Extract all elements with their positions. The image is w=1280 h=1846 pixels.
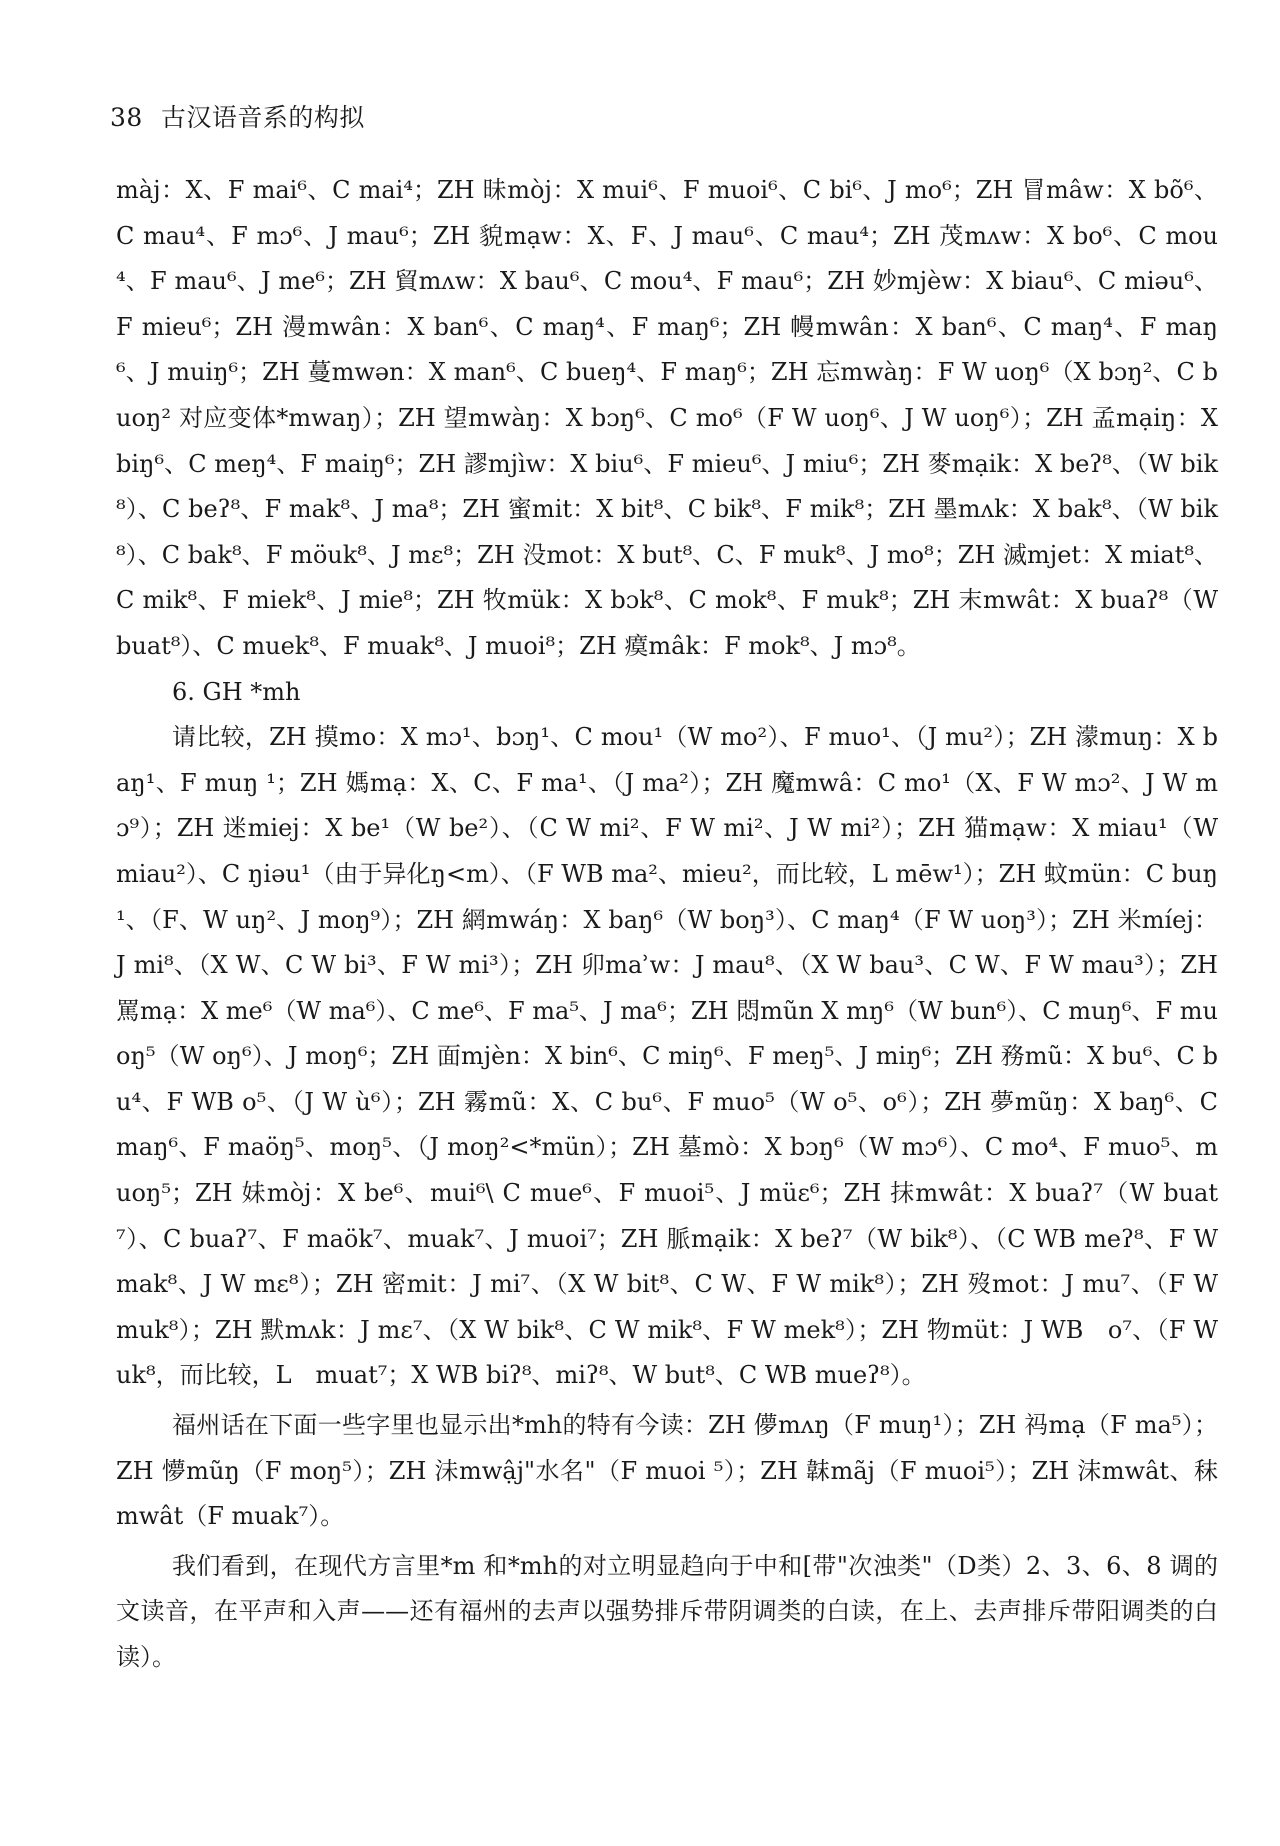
book-title: 古汉语音系的构拟 — [160, 103, 365, 132]
page-number: 38 — [110, 103, 143, 132]
page-header — [110, 98, 365, 134]
section-heading: 6. GH *mh — [172, 677, 301, 706]
paragraph: 我们看到，在现代方言里*m 和*mh的对立明显趋向于中和[带"次浊类"（D类）2、3、6、8 调的文读音，在平声和入声——还有福州的去声以强势排斥带阴调类的白读，在上、去声排斥带阳调类的白读）。 — [116, 1551, 1218, 1671]
paragraph: 请比较，ZH 摸mo：X mɔ¹、bɔŋ¹、C mou¹（W mo²）、F muo¹、（J mu²）；ZH 濛muŋ：X baŋ¹、F muŋ ¹；ZH 媽mạ：X、C、F ma¹、（J ma²）；ZH 魔mwâ：C mo¹（X、F W mɔ²、J W mɔ⁹）；ZH 迷miej：X be¹（W be²）、（C W mi²、F W mi²、J W mi²）；ZH 猫mạw：X miau¹（W miau²）、C ŋiəu¹（由于异化ŋ<m）、（F WB ma²、mieu²，而比较，L mēw¹）；ZH 蚊mün：C buŋ¹、（F、W uŋ²、J moŋ⁹）；ZH 網mwáŋ：X baŋ⁶（W boŋ³）、C maŋ⁴（F W uoŋ³）；ZH 米míej：J mi⁸、（X W、C W bi³、F W mi³）；ZH 卯mẚw：J mau⁸、（X W bau³、C W、F W mau³）；ZH 罵mạ：X me⁶（W ma⁶）、C me⁶、F ma⁵、J ma⁶；ZH 悶mũn X mŋ⁶（W bun⁶）、C muŋ⁶、F muoŋ⁵（W oŋ⁶）、J moŋ⁶；ZH 面mjèn：X bin⁶、C miŋ⁶、F meŋ⁵、J miŋ⁶；ZH 務mũ：X bu⁶、C bu⁴、F WB o⁵、（J W ù⁶）；ZH 霧mũ：X、C bu⁶、F muo⁵（W o⁵、o⁶）；ZH 夢mũŋ：X baŋ⁶、C maŋ⁶、F maöŋ⁵、moŋ⁵、（J moŋ²<*mün）；ZH 墓mò：X bɔŋ⁶（W mɔ⁶）、C mo⁴、F muo⁵、muoŋ⁵；ZH 妹mòj：X be⁶、mui⁶\ C mue⁶、F muoi⁵、J müɛ⁶；ZH 抹mwât：X buaʔ⁷（W buat⁷）、C buaʔ⁷、F maök⁷、muak⁷、J muoi⁷；ZH 脈mạik：X beʔ⁷（W bik⁸）、（C WB meʔ⁸、F W mak⁸、J W mɛ⁸）；ZH 密mit：J mi⁷、（X W bit⁸、C W、F W mik⁸）；ZH 歿mot：J mu⁷、（F W muk⁸）；ZH 默mʌk：J mɛ⁷、（X W bik⁸、C W mik⁸、F W mek⁸）；ZH 物müt：J WB o⁷、（F W uk⁸，而比较，L muat⁷；X WB biʔ⁸、miʔ⁸、W but⁸、C WB mueʔ⁸）。 — [116, 723, 1218, 1390]
paragraph: 福州话在下面一些字里也显示出*mh的特有今读：ZH 儚mʌŋ（F muŋ¹）；ZH 祃mạ（F ma⁵）；ZH 懜mũŋ（F moŋ⁵）；ZH 沬mwậj"水名"（F muoi ⁵）；ZH 韎mãj（F muoi⁵）；ZH 沫mwât、秣mwât（F muak⁷）。 — [116, 1411, 1218, 1531]
paragraph: màj：X、F mai⁶、C mai⁴；ZH 昧mòj：X mui⁶、F muoi⁶、C bi⁶、J mo⁶；ZH 冒mâw：X bõ⁶、C mau⁴、F mɔ⁶、J mau⁶；ZH 貌mạw：X、F、J mau⁶、C mau⁴；ZH 茂mʌw：X bo⁶、C mou⁴、F mau⁶、J me⁶；ZH 貿mʌw：X bau⁶、C mou⁴、F mau⁶；ZH 妙mjèw：X biau⁶、C miəu⁶、F mieu⁶；ZH 漫mwân：X ban⁶、C maŋ⁴、F maŋ⁶；ZH 幔mwân：X ban⁶、C maŋ⁴、F maŋ⁶、J muiŋ⁶；ZH 蔓mwən：X man⁶、C bueŋ⁴、F maŋ⁶；ZH 忘mwàŋ：F W uoŋ⁶（X bɔŋ²、C buoŋ² 对应变体*mwaŋ）；ZH 望mwàŋ：X bɔŋ⁶、C mo⁶（F W uoŋ⁶、J W uoŋ⁶）；ZH 孟mạiŋ：X biŋ⁶、C meŋ⁴、F maiŋ⁶；ZH 謬mjìw：X biu⁶、F mieu⁶、J miu⁶；ZH 麥mạik：X beʔ⁸、（W bik⁸）、C beʔ⁸、F mak⁸、J ma⁸；ZH 蜜mit：X bit⁸、C bik⁸、F mik⁸；ZH 墨mʌk：X bak⁸、（W bik⁸）、C bak⁸、F möuk⁸、J mɛ⁸；ZH 没mot：X but⁸、C、F muk⁸、J mo⁸；ZH 滅mjet：X miat⁸、C mik⁸、F miek⁸、J mie⁸；ZH 牧mük：X bɔk⁸、C mok⁸、F muk⁸；ZH 末mwât：X buaʔ⁸（W buat⁸）、C muek⁸、F muak⁸、J muoi⁸；ZH 瘼mâk：F mok⁸、J mɔ⁸。 — [116, 176, 1218, 660]
body-text — [116, 168, 1218, 1681]
